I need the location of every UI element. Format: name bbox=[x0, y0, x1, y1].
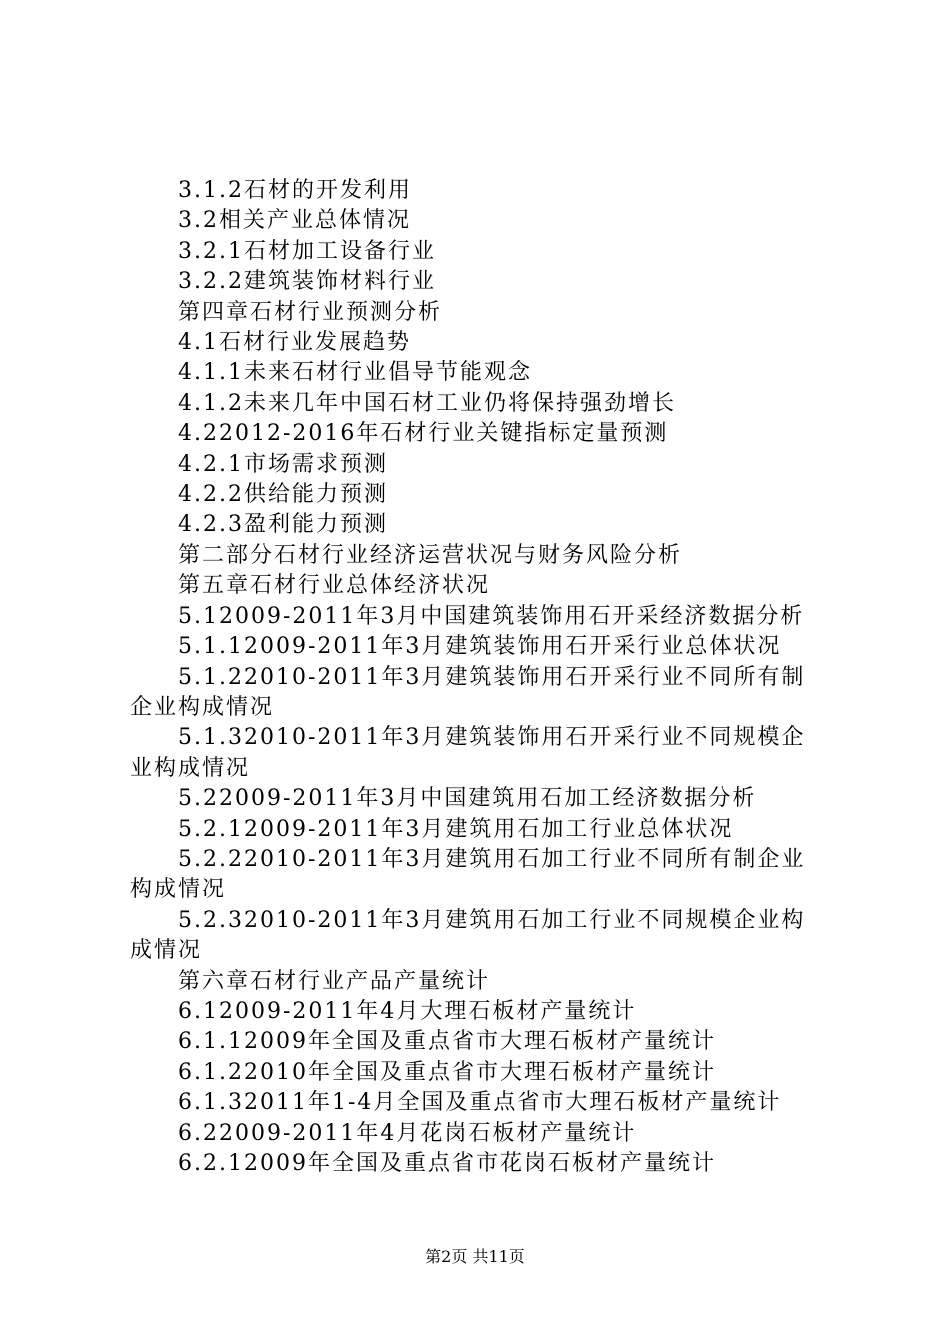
toc-line: 5.2.12009-2011年3月建筑用石加工行业总体状况 bbox=[178, 816, 734, 842]
toc-line: 6.22009-2011年4月花岗石板材产量统计 bbox=[178, 1120, 637, 1146]
toc-line: 4.2.3盈利能力预测 bbox=[178, 512, 388, 538]
toc-line: 3.2相关产业总体情况 bbox=[178, 208, 411, 234]
toc-line-first: 5.1.22010-2011年3月建筑装饰用石开采行业不同所有制 bbox=[178, 664, 806, 690]
toc-line: 6.1.12009年全国及重点省市大理石板材产量统计 bbox=[178, 1029, 716, 1055]
chapter-heading: 第五章石材行业总体经济状况 bbox=[178, 573, 491, 599]
toc-line: 5.1.12009-2011年3月建筑装饰用石开采行业总体状况 bbox=[178, 634, 782, 660]
toc-wrapped-line bbox=[130, 663, 834, 724]
page-footer: 第2页 共11页 bbox=[425, 1247, 525, 1266]
toc-line: 4.22012-2016年石材行业关键指标定量预测 bbox=[178, 421, 669, 447]
toc-line-first: 5.2.22010-2011年3月建筑用石加工行业不同所有制企业 bbox=[178, 846, 806, 872]
toc-line-continuation: 成情况 bbox=[130, 938, 203, 964]
toc-content bbox=[130, 176, 834, 1179]
toc-line: 4.2.1市场需求预测 bbox=[178, 451, 388, 477]
toc-line-first: 5.1.32010-2011年3月建筑装饰用石开采行业不同规模企 bbox=[178, 725, 806, 751]
toc-line: 3.2.1石材加工设备行业 bbox=[178, 238, 436, 264]
toc-line: 6.1.32011年1-4月全国及重点省市大理石板材产量统计 bbox=[178, 1090, 782, 1116]
toc-line: 4.1石材行业发展趋势 bbox=[178, 330, 411, 356]
toc-line: 6.2.12009年全国及重点省市花岗石板材产量统计 bbox=[178, 1151, 716, 1176]
toc-line: 4.1.2未来几年中国石材工业仍将保持强劲增长 bbox=[178, 390, 676, 416]
toc-line: 5.12009-2011年3月中国建筑装饰用石开采经济数据分析 bbox=[178, 603, 805, 629]
toc-line: 6.12009-2011年4月大理石板材产量统计 bbox=[178, 998, 637, 1024]
toc-line: 4.1.1未来石材行业倡导节能观念 bbox=[178, 360, 532, 386]
part-heading: 第二部分石材行业经济运营状况与财务风险分析 bbox=[178, 542, 683, 568]
toc-line: 4.2.2供给能力预测 bbox=[178, 482, 388, 508]
toc-line-continuation: 构成情况 bbox=[130, 877, 227, 903]
toc-line-continuation: 业构成情况 bbox=[130, 755, 251, 781]
toc-line: 5.22009-2011年3月中国建筑用石加工经济数据分析 bbox=[178, 786, 757, 812]
toc-wrapped-line bbox=[130, 906, 834, 967]
chapter-heading: 第六章石材行业产品产量统计 bbox=[178, 968, 491, 994]
toc-line-continuation: 企业构成情况 bbox=[130, 694, 275, 720]
toc-line: 3.2.2建筑装饰材料行业 bbox=[178, 269, 436, 295]
toc-line: 6.1.22010年全国及重点省市大理石板材产量统计 bbox=[178, 1059, 716, 1085]
chapter-heading: 第四章石材行业预测分析 bbox=[178, 299, 443, 325]
toc-wrapped-line bbox=[130, 845, 834, 906]
toc-line: 3.1.2石材的开发利用 bbox=[178, 178, 412, 203]
toc-wrapped-line bbox=[130, 723, 834, 784]
toc-line-first: 5.2.32010-2011年3月建筑用石加工行业不同规模企业构 bbox=[178, 907, 806, 933]
